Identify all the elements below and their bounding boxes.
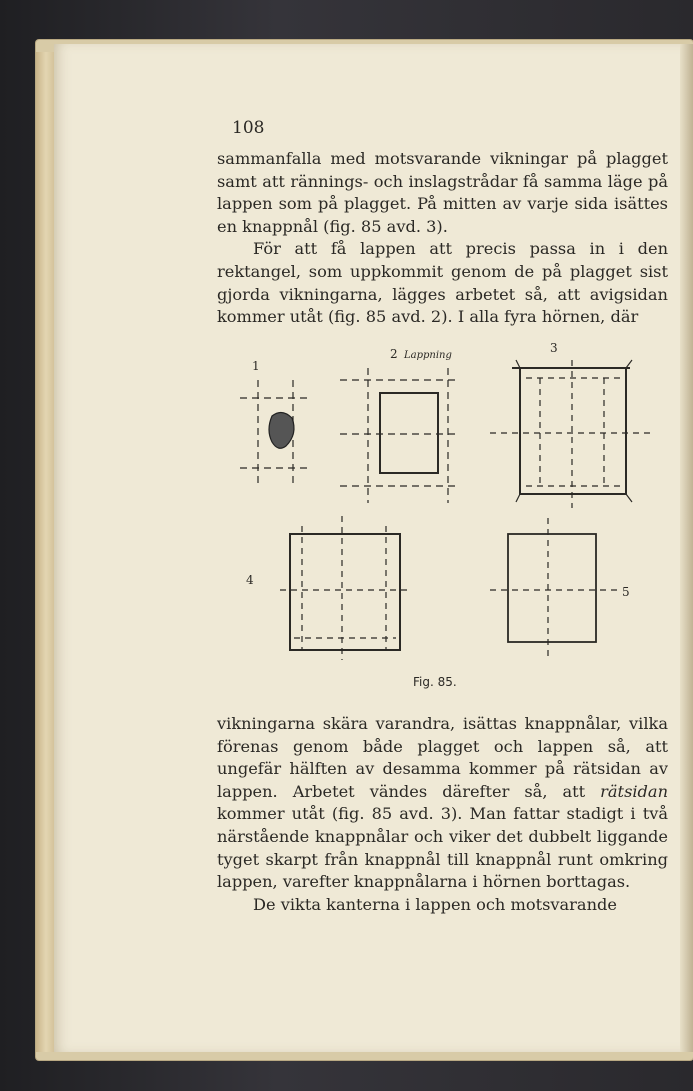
paragraph-bottom-2: De vikta kanterna i lappen och motsvarande: [253, 894, 617, 914]
page-right-edge: [680, 44, 693, 1052]
diagram-3: [490, 360, 650, 508]
paragraph-bottom-1-a: vikningarna skära varandra, isättas knappnålar, vilka förenas genom både plagget och lappen så, att ungefär hälften av desamma kommer på rätsidan av lappen. Arbetet vändes därefter så, att: [217, 714, 668, 801]
diagram-4: [280, 516, 412, 660]
page-number: 108: [232, 118, 265, 138]
label-5: 5: [622, 585, 630, 599]
label-3: 3: [550, 341, 558, 355]
label-lappning: Lappning: [404, 350, 452, 361]
label-1: 1: [252, 359, 260, 373]
paragraph-top-2: För att få lappen att precis passa in i den rektangel, som uppkommit genom de på plagget sist gjorda vikningarna, lägges arbetet så, att avigsidan kommer utåt (fig. 85 avd. 2). I alla fyra hörnen, där: [217, 239, 668, 327]
label-2: 2: [390, 347, 398, 361]
diagram-1: [240, 380, 310, 488]
diagram-2: [340, 368, 460, 503]
figure-85-diagram: [220, 338, 660, 698]
paragraph-bottom-1-b: kommer utåt (fig. 85 avd. 3). Man fattar stadigt i två närstående knappnålar och viker det dubbelt liggande tyget skarpt från knappnål till knappnål runt omkring lappen, varefter knappnålarna i hörnen borttagas.: [217, 804, 668, 892]
figure-caption: Fig. 85.: [413, 675, 457, 689]
paragraph-bottom-1-italic: rätsidan: [600, 781, 668, 801]
diagram-5: [490, 518, 620, 658]
paragraph-bottom-1: [217, 713, 668, 894]
figure-85: [220, 338, 660, 698]
paragraph-top-1: sammanfalla med motsvarande vikningar på plagget samt att rännings- och inslagstrådar få samma läge på lappen som på plagget. På mitten av varje sida isättes en knappnål (fig. 85 avd. 3).: [217, 149, 668, 236]
text-block-top: [217, 148, 668, 329]
text-block-bottom: [217, 713, 668, 916]
label-4: 4: [246, 573, 254, 587]
